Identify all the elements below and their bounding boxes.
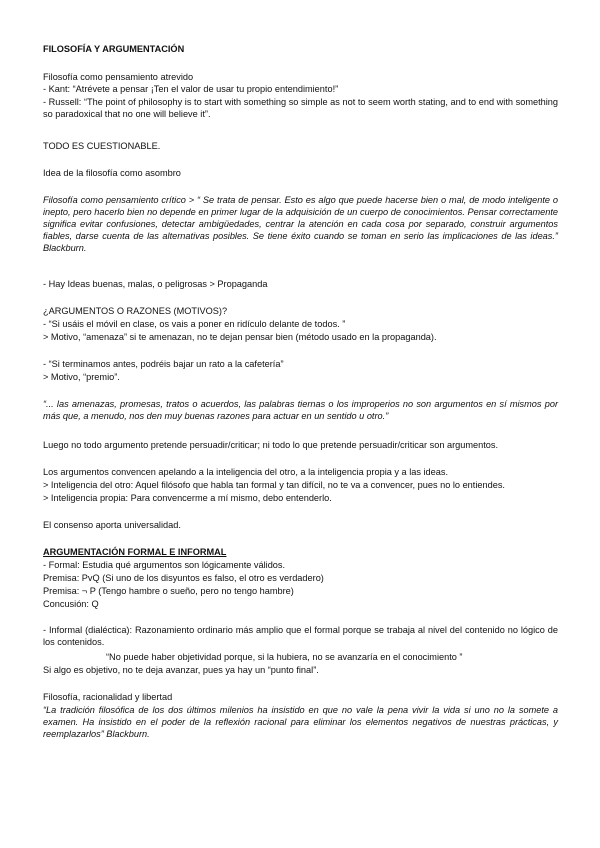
- ideas-line: - Hay Ideas buenas, malas, o peligrosas > Propaganda: [43, 279, 268, 289]
- amenazas-quote: “... las amenazas, promesas, tratos o acuerdos, las palabras tiernas o los improperios no son argumentos en sí mismos por más que, a menudo, nos den muy buenas razones para actuar en un sentido u otro.”: [43, 399, 558, 421]
- argumentacion-heading: ARGUMENTACIÓN FORMAL E INFORMAL: [43, 547, 227, 557]
- tradicion-quote: “La tradición filosófica de los dos últimos milenios ha insistido en que no vale la pena vivir la vida si uno no la somete a examen. Ha insistido en el poder de la reflexión racional para eliminar los elementos negativos de nuestras prácticas, y reemplazarlos” Blackburn.: [43, 705, 558, 739]
- convencen-line: Los argumentos convencen apelando a la inteligencia del otro, a la inteligencia propia y a las ideas.: [43, 467, 449, 477]
- russell-quote: - Russell: “The point of philosophy is to start with something so simple as not to seem worth stating, and to end with something so paradoxical that no one will believe it”.: [43, 97, 558, 119]
- premisa-2: Premisa: ¬ P (Tengo hambre o sueño, pero no tengo hambre): [43, 586, 294, 596]
- asombro-line: Idea de la filosofía como asombro: [43, 168, 181, 178]
- informal-paragraph: - Informal (dialéctica): Razonamiento ordinario más amplio que el formal porque se trabaja al nivel del contenido no lógico de los contenidos.: [43, 625, 558, 647]
- todo-cuestionable: TODO ES CUESTIONABLE.: [43, 141, 161, 151]
- objetividad-quote: “No puede haber objetividad porque, si la hubiera, no se avanzaría en el conocimiento ”: [106, 652, 463, 662]
- objetivo-line: Si algo es objetivo, no te deja avanzar, pues ya hay un “punto final”.: [43, 665, 319, 675]
- argumento-1: - “Si usáis el móvil en clase, os vais a poner en ridículo delante de todos. ”: [43, 319, 346, 329]
- premisa-1: Premisa: PvQ (Si uno de los disyuntos es falso, el otro es verdadero): [43, 573, 324, 583]
- formal-line: - Formal: Estudia qué argumentos son lógicamente válidos.: [43, 560, 286, 570]
- argumento-2: - “Si terminamos antes, podréis bajar un rato a la cafetería”: [43, 359, 284, 369]
- pensamiento-critico-paragraph: Filosofía como pensamiento crítico > “ Se trata de pensar. Esto es algo que puede hacerse bien o mal, de modo inteligente o inepto, pero hacerlo bien no depende en primer lugar de la adquisición de un cuerpo de conocimientos. Pensar correctamente significa evitar confusiones, detectar ambigüedades, centrar la atención en cada cosa por separado, construir argumentos fiables, darse cuenta de las alternativas posibles. Se tiene éxito cuando se toman en serio las implicaciones de las ideas.” Blackburn.: [43, 195, 558, 253]
- argumentos-heading: ¿ARGUMENTOS O RAZONES (MOTIVOS)?: [43, 306, 228, 316]
- section-heading-atrevido: Filosofía como pensamiento atrevido: [43, 72, 194, 82]
- consenso-line: El consenso aporta universalidad.: [43, 520, 181, 530]
- argumento-1-motivo: > Motivo, “amenaza” si te amenazan, no te dejan pensar bien (método usado en la propaganda).: [43, 332, 437, 342]
- inteligencia-propia: > Inteligencia propia: Para convencerme a mí mismo, debo entenderlo.: [43, 493, 332, 503]
- inteligencia-otro: > Inteligencia del otro: Aquel filósofo que habla tan formal y tan difícil, no te va a convencer, pues no lo entiendes.: [43, 480, 505, 490]
- luego-line: Luego no todo argumento pretende persuadir/criticar; ni todo lo que pretende persuadir/criticar son argumentos.: [43, 440, 499, 450]
- conclusion-line: Concusión: Q: [43, 599, 99, 609]
- argumento-2-motivo: > Motivo, “premio”.: [43, 372, 120, 382]
- racionalidad-heading: Filosofía, racionalidad y libertad: [43, 692, 173, 702]
- document-title: FILOSOFÍA Y ARGUMENTACIÓN: [43, 44, 185, 54]
- kant-quote: - Kant: “Atrévete a pensar ¡Ten el valor de usar tu propio entendimiento!”: [43, 84, 339, 94]
